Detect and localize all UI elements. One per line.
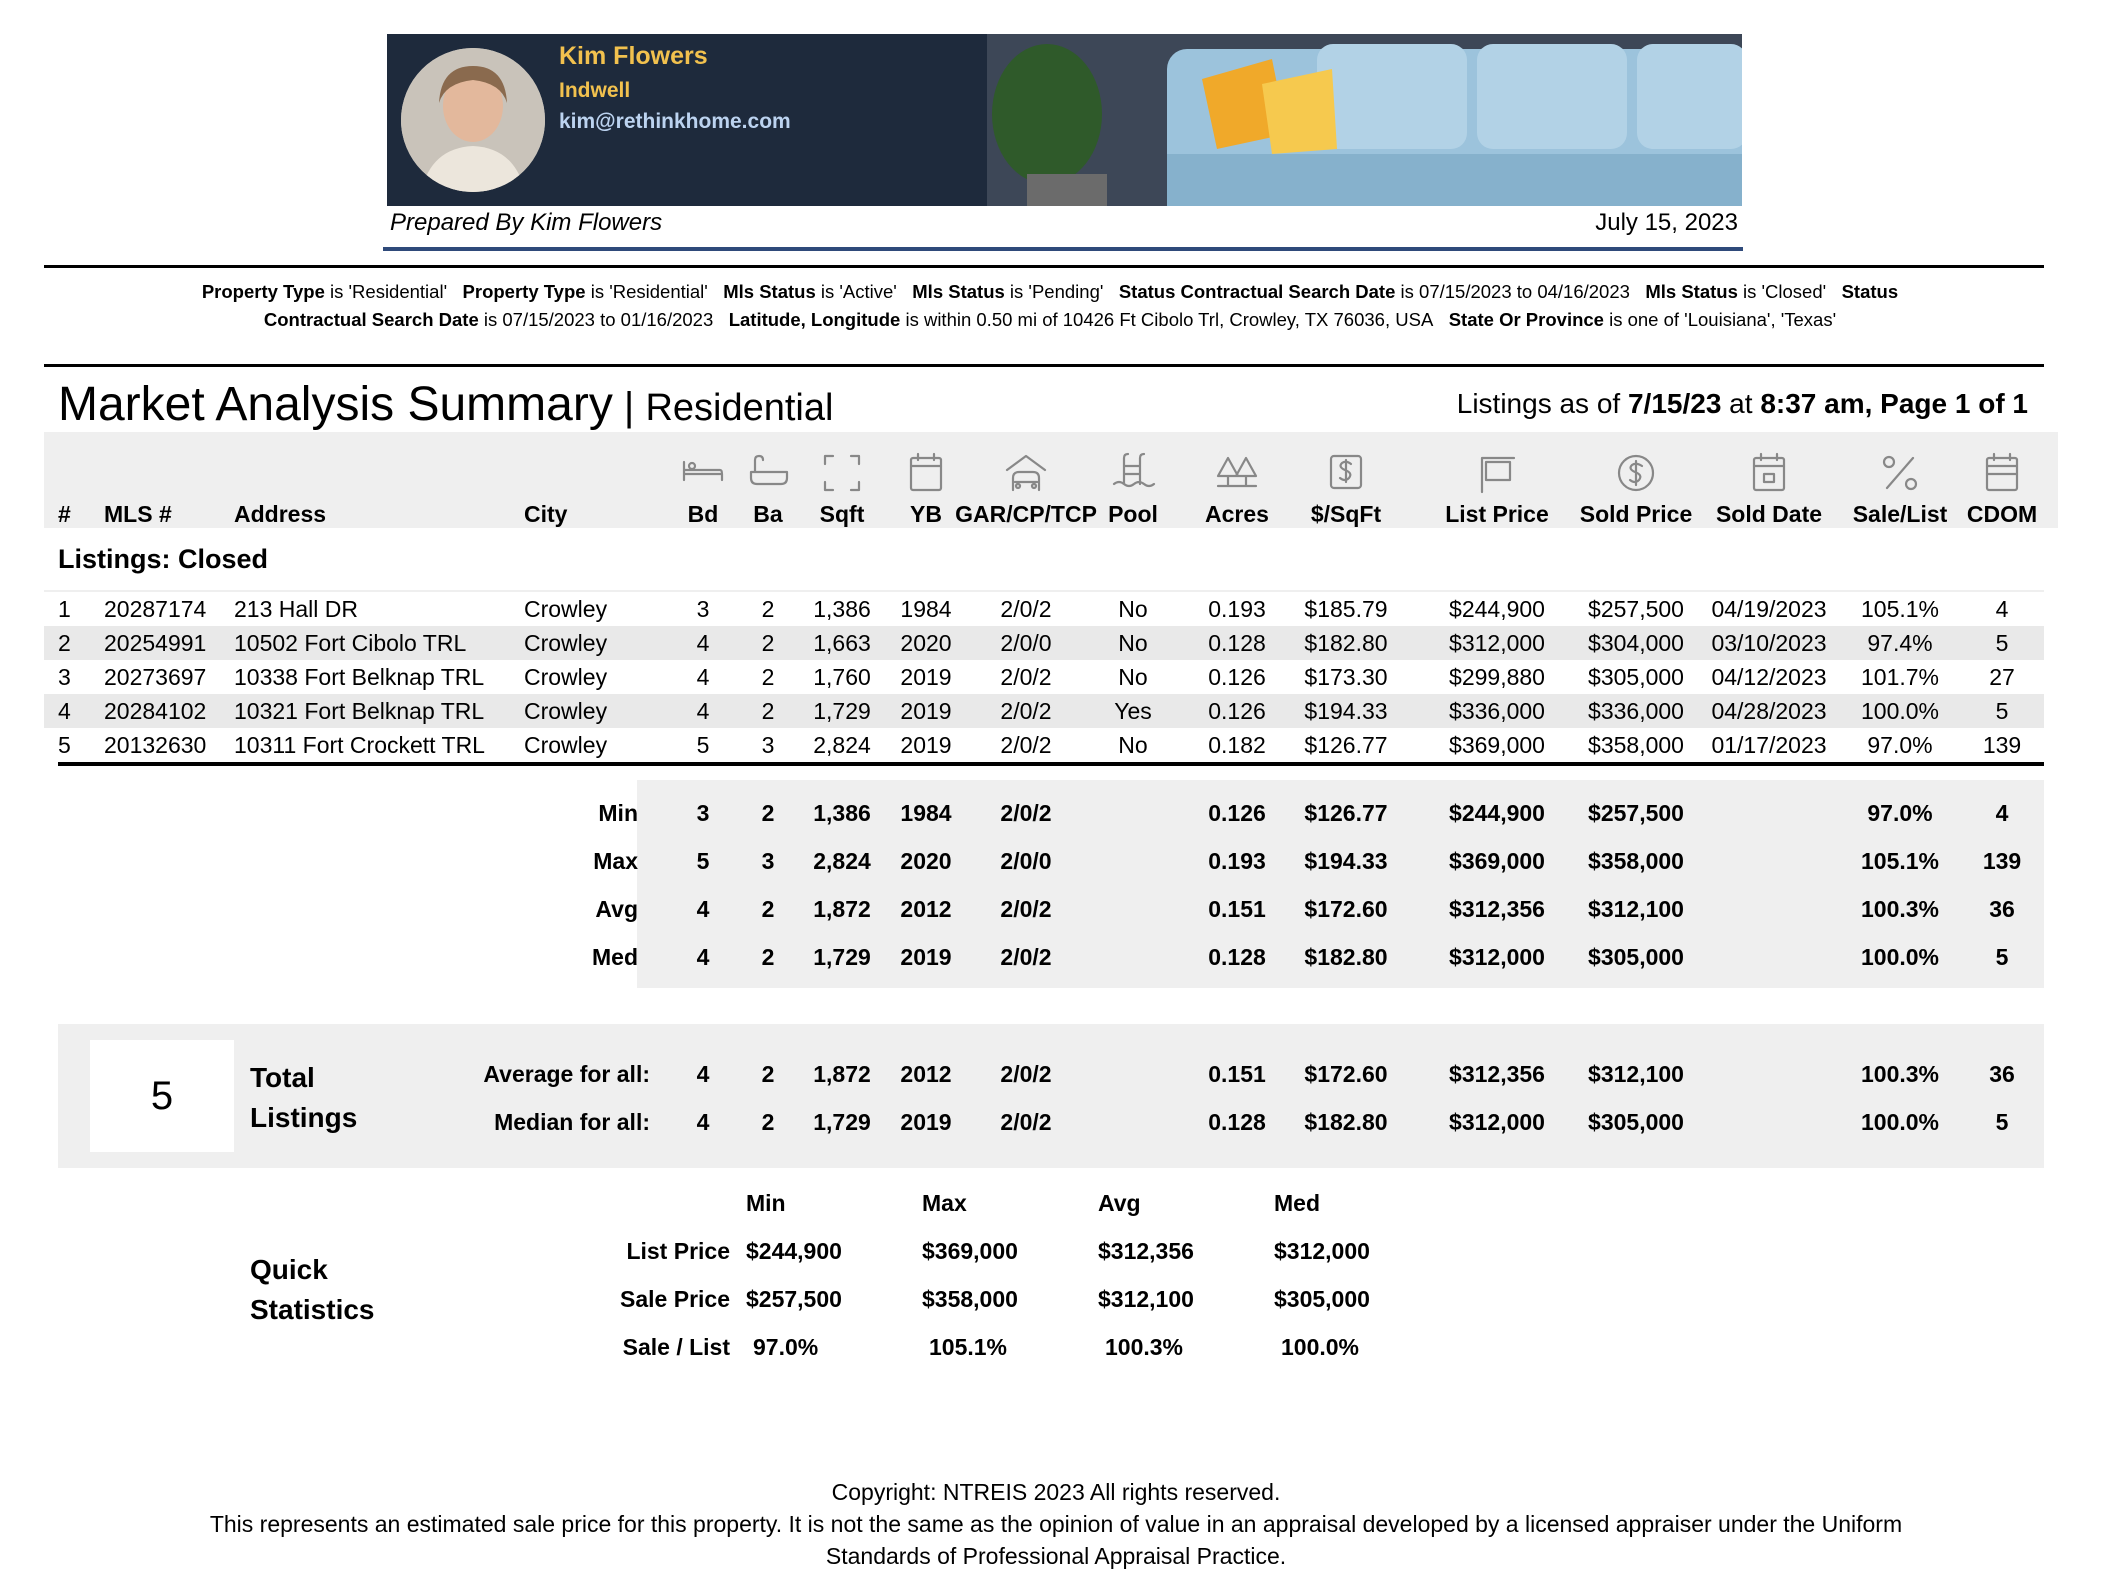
table-cell: $305,000 <box>1588 664 1684 690</box>
totals-cell: $312,356 <box>1449 1061 1545 1087</box>
column-header: City <box>524 501 568 527</box>
table-cell: 2/0/2 <box>1000 596 1052 622</box>
summary-cell: $244,900 <box>1449 800 1545 826</box>
summary-cell: 2/0/0 <box>1000 848 1052 874</box>
summary-cell: 2012 <box>900 896 952 922</box>
table-cell: $369,000 <box>1449 732 1545 758</box>
table-cell: 97.0% <box>1867 732 1933 758</box>
table-cell: 2019 <box>900 732 952 758</box>
table-cell: 0.126 <box>1208 698 1266 724</box>
table-bottom-rule <box>58 762 2044 766</box>
table-cell: $257,500 <box>1588 596 1684 622</box>
percent-icon <box>1877 450 1923 496</box>
table-cell: 2/0/2 <box>1000 698 1052 724</box>
table-cell: 2 <box>761 596 775 622</box>
summary-cell: 5 <box>696 848 710 874</box>
quick-stats-cell: $312,356 <box>1098 1238 1194 1264</box>
quick-stats-header: Avg <box>1098 1190 1141 1216</box>
totals-cell: 2012 <box>900 1061 952 1087</box>
summary-cell: 2 <box>761 944 775 970</box>
criterion-value: is within 0.50 mi of 10426 Ft Cibolo Trl, Crowley, TX 76036, USA <box>900 309 1434 330</box>
table-cell: $299,880 <box>1449 664 1545 690</box>
agent-email[interactable]: kim@rethinkhome.com <box>559 110 791 133</box>
quick-stats-cell: 100.0% <box>1281 1334 1360 1360</box>
criterion-field: State Or Province <box>1448 309 1604 330</box>
quick-stats-cell: $305,000 <box>1274 1286 1370 1312</box>
totals-cell: 1,729 <box>813 1109 871 1135</box>
table-cell: Crowley <box>524 664 608 690</box>
totals-cell: 4 <box>696 1061 710 1087</box>
summary-cell: $305,000 <box>1588 944 1684 970</box>
totals-label: Average for all: <box>483 1061 650 1087</box>
criterion <box>912 281 1119 302</box>
address: 10321 Fort Belknap TRL <box>234 698 485 724</box>
criterion-field: Mls Status <box>1645 281 1738 302</box>
summary-cell: 2020 <box>900 848 952 874</box>
title-sub: Residential <box>645 387 834 429</box>
criterion <box>1119 281 1646 302</box>
search-criteria <box>200 278 1900 334</box>
criterion <box>202 281 463 302</box>
table-cell: 2/0/2 <box>1000 732 1052 758</box>
table-cell: 0.182 <box>1208 732 1266 758</box>
agent-banner <box>387 34 1742 206</box>
summary-cell: $194.33 <box>1304 848 1388 874</box>
table-cell: $336,000 <box>1449 698 1545 724</box>
calendar-day-icon <box>1746 450 1792 496</box>
totals-cell: 1,872 <box>813 1061 871 1087</box>
table-cell: 1,729 <box>813 698 871 724</box>
banner-room-photo <box>987 34 1742 206</box>
table-cell: 101.7% <box>1860 664 1939 690</box>
table-cell: 5 <box>58 732 71 758</box>
column-header: GAR/CP/TCP <box>955 501 1097 527</box>
pool-icon <box>1110 450 1156 496</box>
summary-cell: $312,100 <box>1588 896 1684 922</box>
section-label: Listings: Closed <box>58 544 269 574</box>
address: 213 Hall DR <box>234 596 358 622</box>
table-cell: 2020 <box>900 630 952 656</box>
table-cell: $185.79 <box>1304 596 1388 622</box>
table-cell: $182.80 <box>1304 630 1388 656</box>
summary-cell: 2/0/2 <box>1000 944 1052 970</box>
totals-cell: 2/0/2 <box>1000 1109 1052 1135</box>
totals-cell: 0.128 <box>1208 1109 1266 1135</box>
quick-stats-cell: $244,900 <box>746 1238 842 1264</box>
summary-cell: $369,000 <box>1449 848 1545 874</box>
table-cell: $244,900 <box>1449 596 1545 622</box>
summary-cell: 0.128 <box>1208 944 1266 970</box>
summary-cell: 2 <box>761 800 775 826</box>
totals-cell: $312,100 <box>1588 1061 1684 1087</box>
table-cell: 04/12/2023 <box>1711 664 1827 690</box>
criterion-value: is 07/15/2023 to 04/16/2023 <box>1395 281 1630 302</box>
column-header: MLS # <box>104 501 172 527</box>
table-cell: 1 <box>58 596 71 622</box>
criterion-field: Property Type <box>201 281 325 302</box>
summary-cell: 2/0/2 <box>1000 800 1052 826</box>
quick-stats-cell: 97.0% <box>753 1334 819 1360</box>
criterion <box>729 309 1449 330</box>
table-cell: 2 <box>761 630 775 656</box>
column-header: Sold Date <box>1715 501 1823 527</box>
table-cell: 4 <box>696 698 710 724</box>
table-cell: No <box>1118 596 1148 622</box>
criteria-top-rule <box>44 265 2044 268</box>
quick-stats-cell: $358,000 <box>922 1286 1018 1312</box>
summary-cell: 4 <box>696 896 710 922</box>
table-cell: 2019 <box>900 698 952 724</box>
table-cell: 5 <box>1995 698 2009 724</box>
table-cell: Crowley <box>524 698 608 724</box>
totals-cell: 0.151 <box>1208 1061 1266 1087</box>
table-cell: 97.4% <box>1867 630 1933 656</box>
prepared-by: Prepared By Kim Flowers <box>390 209 663 236</box>
summary-cell: $126.77 <box>1304 800 1388 826</box>
column-header: Address <box>234 501 327 527</box>
table-cell: 2,824 <box>813 732 871 758</box>
table-cell: 5 <box>696 732 710 758</box>
bed-icon <box>680 450 726 496</box>
agent-company: Indwell <box>559 79 631 102</box>
criterion-value: is 'Residential' <box>324 281 448 302</box>
summary-label: Avg <box>595 896 638 922</box>
table-cell: 2 <box>58 630 71 656</box>
table-cell: 1,386 <box>813 596 871 622</box>
table-cell: $173.30 <box>1304 664 1388 690</box>
agent-avatar <box>401 48 545 192</box>
totals-cell: 2 <box>761 1109 775 1135</box>
listings-as-of: Listings as of 7/15/23 at 8:37 am, Page 1 of 1 <box>1456 388 2028 419</box>
dollar-tag-icon <box>1323 450 1369 496</box>
quick-stats-header: Max <box>922 1190 967 1216</box>
summary-label: Med <box>592 944 638 970</box>
summary-label: Min <box>598 800 638 826</box>
summary-cell: 1984 <box>900 800 952 826</box>
table-cell: 2019 <box>900 664 952 690</box>
mls-number: 20284102 <box>104 698 207 724</box>
totals-cell: 2 <box>761 1061 775 1087</box>
copyright: Copyright: NTREIS 2023 All rights reserved. <box>831 1479 1281 1505</box>
criterion-value: is 'Pending' <box>1004 281 1104 302</box>
garage-icon <box>1003 450 1049 496</box>
summary-cell: $358,000 <box>1588 848 1684 874</box>
totals-cell: $312,000 <box>1449 1109 1545 1135</box>
table-cell: No <box>1118 732 1148 758</box>
table-cell: 0.128 <box>1208 630 1266 656</box>
column-header: $/SqFt <box>1310 501 1382 527</box>
column-header: Ba <box>753 501 783 527</box>
mls-number: 20273697 <box>104 664 207 690</box>
table-cell: Crowley <box>524 732 608 758</box>
criterion-value: is 'Active' <box>815 281 897 302</box>
criteria-bottom-rule <box>44 364 2044 367</box>
disclaimer-line-2: Standards of Professional Appraisal Practice. <box>825 1543 1287 1569</box>
footer <box>0 1476 2112 1572</box>
quick-stats-header: Min <box>746 1190 786 1216</box>
quick-stats-header: Med <box>1274 1190 1320 1216</box>
column-header: CDOM <box>1966 501 2038 527</box>
criterion <box>1449 309 1836 330</box>
quick-stats-title: Quick Statistics <box>250 1254 375 1325</box>
criterion-field: Latitude, Longitude <box>728 309 901 330</box>
criterion-field: Status Contractual Search Date <box>1118 281 1396 302</box>
criterion <box>1645 281 1841 302</box>
calendar-icon <box>903 450 949 496</box>
summary-cell: 0.193 <box>1208 848 1266 874</box>
summary-cell: 36 <box>1989 896 2015 922</box>
table-cell: 4 <box>1995 596 2009 622</box>
totals-cell: 5 <box>1995 1109 2009 1135</box>
address: 10338 Fort Belknap TRL <box>234 664 485 690</box>
table-cell: Crowley <box>524 630 608 656</box>
table-cell: $304,000 <box>1588 630 1684 656</box>
table-cell: 4 <box>696 664 710 690</box>
table-cell: $312,000 <box>1449 630 1545 656</box>
table-cell: $358,000 <box>1588 732 1684 758</box>
totals-cell: 100.3% <box>1860 1061 1939 1087</box>
title-separator: | <box>612 385 646 429</box>
sofa-image <box>987 34 1742 206</box>
table-cell: 04/28/2023 <box>1711 698 1827 724</box>
table-cell: 04/19/2023 <box>1711 596 1827 622</box>
mls-number: 20132630 <box>104 732 207 758</box>
title-main: Market Analysis Summary <box>58 378 613 431</box>
summary-cell: 1,872 <box>813 896 871 922</box>
table-cell: 4 <box>696 630 710 656</box>
trees-icon <box>1214 450 1260 496</box>
mls-number: 20254991 <box>104 630 207 656</box>
totals-cell: $305,000 <box>1588 1109 1684 1135</box>
summary-cell: 97.0% <box>1867 800 1933 826</box>
criterion-value: is one of 'Louisiana', 'Texas' <box>1603 309 1837 330</box>
summary-cell: 100.3% <box>1860 896 1939 922</box>
cdom-calendar-icon <box>1979 450 2025 496</box>
table-cell: 1,760 <box>813 664 871 690</box>
summary-cell: $312,000 <box>1449 944 1545 970</box>
table-cell: $336,000 <box>1588 698 1684 724</box>
table-cell: No <box>1118 664 1148 690</box>
header-divider <box>383 247 1743 251</box>
quick-stats-cell: $312,000 <box>1274 1238 1370 1264</box>
criterion-value: is 'Closed' <box>1737 281 1827 302</box>
table-cell: 105.1% <box>1860 596 1939 622</box>
summary-cell: 139 <box>1982 848 2022 874</box>
summary-cell: 1,386 <box>813 800 871 826</box>
column-header: Sqft <box>819 501 865 527</box>
totals-cell: 36 <box>1989 1061 2015 1087</box>
summary-cell: 3 <box>696 800 710 826</box>
bath-icon <box>745 450 791 496</box>
table-cell: 2 <box>761 698 775 724</box>
table-cell: $194.33 <box>1304 698 1388 724</box>
quick-stats-cell: 105.1% <box>929 1334 1008 1360</box>
table-cell: 2/0/0 <box>1000 630 1052 656</box>
address: 10502 Fort Cibolo TRL <box>234 630 467 656</box>
address: 10311 Fort Crockett TRL <box>234 732 485 758</box>
summary-cell: 2,824 <box>813 848 871 874</box>
summary-cell: 0.126 <box>1208 800 1266 826</box>
page-title <box>58 377 833 432</box>
column-header: List Price <box>1445 501 1549 527</box>
summary-cell: 4 <box>1995 800 2009 826</box>
table-cell: Crowley <box>524 596 608 622</box>
table-cell: 5 <box>1995 630 2009 656</box>
totals-cell: 2/0/2 <box>1000 1061 1052 1087</box>
summary-cell: $257,500 <box>1588 800 1684 826</box>
summary-cell: 100.0% <box>1860 944 1939 970</box>
mls-number: 20287174 <box>104 596 207 622</box>
table-cell: 1984 <box>900 596 952 622</box>
column-header: Sale/List <box>1852 501 1948 527</box>
totals-cell: 2019 <box>900 1109 952 1135</box>
sign-icon <box>1474 450 1520 496</box>
table-cell: 3 <box>58 664 71 690</box>
table-cell: 4 <box>58 698 71 724</box>
criterion-field: Status Contractual Search Date <box>263 281 1899 330</box>
summary-cell: 2 <box>761 896 775 922</box>
summary-cell: 105.1% <box>1860 848 1939 874</box>
report-date: July 15, 2023 <box>1595 209 1738 236</box>
summary-cell: $182.80 <box>1304 944 1388 970</box>
criterion-field: Mls Status <box>912 281 1005 302</box>
table-cell: 2 <box>761 664 775 690</box>
summary-cell: $172.60 <box>1304 896 1388 922</box>
quick-stats-cell: $257,500 <box>746 1286 842 1312</box>
criterion <box>723 281 912 302</box>
criterion-value: is 'Residential' <box>585 281 708 302</box>
totals-cell: 100.0% <box>1860 1109 1939 1135</box>
quick-stats-label: List Price <box>626 1238 730 1264</box>
quick-stats-cell: $369,000 <box>922 1238 1018 1264</box>
totals-cell: $172.60 <box>1304 1061 1388 1087</box>
summary-cell: 5 <box>1995 944 2009 970</box>
quick-stats-label: Sale Price <box>620 1286 730 1312</box>
table-cell: 03/10/2023 <box>1711 630 1827 656</box>
summary-cell: 3 <box>761 848 775 874</box>
sqft-icon <box>819 450 865 496</box>
totals-label: Median for all: <box>494 1109 650 1135</box>
summary-cell: 1,729 <box>813 944 871 970</box>
column-header: YB <box>910 501 942 527</box>
totals-cell: 4 <box>696 1109 710 1135</box>
summary-cell: 4 <box>696 944 710 970</box>
column-header: Pool <box>1108 501 1158 527</box>
table-cell: 27 <box>1989 664 2015 690</box>
table-cell: 3 <box>696 596 710 622</box>
table-cell: $126.77 <box>1304 732 1388 758</box>
total-count: 5 <box>90 1040 234 1152</box>
table-cell: 1,663 <box>813 630 871 656</box>
column-header: Acres <box>1205 501 1269 527</box>
summary-cell: 2019 <box>900 944 952 970</box>
column-header: Sold Price <box>1579 501 1693 527</box>
table-cell: 0.193 <box>1208 596 1266 622</box>
table-cell: 3 <box>761 732 775 758</box>
criterion-field: Property Type <box>462 281 586 302</box>
criterion-value: is 07/15/2023 to 01/16/2023 <box>478 309 714 330</box>
table-cell: No <box>1118 630 1148 656</box>
quick-stats-label: Sale / List <box>622 1334 730 1360</box>
table-cell: 2/0/2 <box>1000 664 1052 690</box>
table-cell: Yes <box>1114 698 1152 724</box>
quick-stats-cell: 100.3% <box>1105 1334 1184 1360</box>
summary-cell: $312,356 <box>1449 896 1545 922</box>
totals-cell: $182.80 <box>1304 1109 1388 1135</box>
total-listings-label: Total Listings <box>250 1062 358 1133</box>
table-cell: 0.126 <box>1208 664 1266 690</box>
summary-cell: 0.151 <box>1208 896 1266 922</box>
criterion-field: Mls Status <box>723 281 816 302</box>
column-header: # <box>58 501 71 527</box>
table-cell: 01/17/2023 <box>1711 732 1827 758</box>
dollar-circle-icon <box>1613 450 1659 496</box>
table-cell: 139 <box>1982 732 2022 758</box>
quick-stats-cell: $312,100 <box>1098 1286 1194 1312</box>
disclaimer-line-1: This represents an estimated sale price for this property. It is not the same as the opinion of value in an appraisal developed by a licensed appraiser under the Uniform <box>209 1511 1903 1537</box>
summary-cell: 2/0/2 <box>1000 896 1052 922</box>
summary-label: Max <box>593 848 638 874</box>
column-header: Bd <box>687 501 719 527</box>
criterion <box>463 281 724 302</box>
agent-name: Kim Flowers <box>559 42 708 70</box>
table-cell: 100.0% <box>1860 698 1939 724</box>
